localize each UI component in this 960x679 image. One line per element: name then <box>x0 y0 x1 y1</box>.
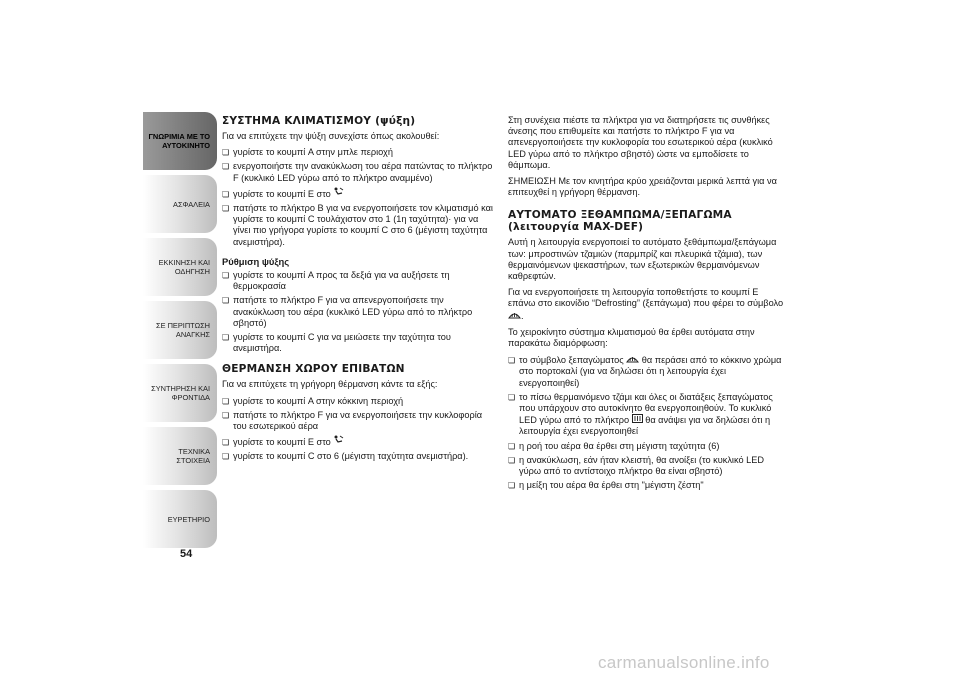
bullet-text: θα ανάψει για να δηλώσει ότι η λειτουργία έχει ενεργοποιηθεί <box>519 415 771 437</box>
paragraph: Αυτή η λειτουργία ενεργοποιεί το αυτόματο ξεθάμπωμα/ξεπάγωμα των: μπροστινών τζαμιών (παρμπρίζ και πλευρικά τζάμια), των θερμαινόμενων ψεκαστήρων, των εξωτερικών θερμαινόμενων καθρεφτών. <box>508 237 777 282</box>
bullet-item <box>222 187 494 200</box>
tab-label: ΓΝΩΡΙΜΙΑ ΜΕ ΤΟ ΑΥΤΟΚΙΝΗΤΟ <box>148 132 210 150</box>
tab-label: ΕΚΚΙΝΗΣΗ ΚΑΙ ΟΔΗΓΗΣΗ <box>158 258 210 276</box>
tab-safety[interactable] <box>143 175 217 233</box>
heading-auto-defrost: ΑΥΤΟΜΑΤΟ ΞΕΘΑΜΠΩΜΑ/ΞΕΠΑΓΩΜΑ (λειτουργία MAX-DEF) <box>508 209 732 234</box>
bullet-text: γυρίστε το κουμπί E στο <box>233 437 331 448</box>
paragraph-text: Για να ενεργοποιήσετε τη λειτουργία τοποθετήστε το κουμπί E επάνω στο εικονίδιο “Defrosting” (ξεπάγωμα) που φέρει το σύμβολο <box>508 287 784 309</box>
chapter-tabs <box>143 112 217 553</box>
tab-label: ΣΥΝΤΗΡΗΣΗ ΚΑΙ ΦΡΟΝΤΙΔΑ <box>151 384 210 402</box>
subheading-cooling-adjust: Ρύθμιση ψύξης <box>222 255 290 267</box>
face-vent-icon <box>333 187 344 197</box>
paragraph: Για να ενεργοποιήσετε τη λειτουργία τοποθετήστε το κουμπί E επάνω στο εικονίδιο “Defrosting” (ξεπάγωμα) που φέρει το σύμβολο . <box>508 287 784 321</box>
bullet-item <box>222 435 494 448</box>
bullet-text: το σύμβολο ξεπαγώματος <box>519 355 624 366</box>
page-number: 54 <box>180 548 193 560</box>
watermark: carmanualsonline.info <box>598 653 770 672</box>
tab-label: ΣΕ ΠΕΡΙΠΤΩΣΗ ΑΝΑΓΚΗΣ <box>156 321 210 339</box>
bullet-text: το πίσω θερμαινόμενο τζάμι και όλες οι διατάξεις ξεπαγώματος που υπάρχουν στο αυτοκίνητο θα ενεργοποιηθούν. Το κυκλικό LED γύρω από το πλήκτρο <box>519 391 773 426</box>
windshield-defrost-icon <box>508 310 521 319</box>
paragraph: Για να επιτύχετε την ψύξη συνεχίστε όπως ακολουθεί: <box>222 131 440 141</box>
note-paragraph: ΣΗΜΕΙΩΣΗ Με τον κινητήρα κρύο χρειάζονται μερικά λεπτά για να επιτευχθεί η γρήγορη θέρμανση. <box>508 176 777 198</box>
paragraph: Το χειροκίνητο σύστημα κλιματισμού θα έρθει αυτόματα στην παρακάτω διαμόρφωση: <box>508 326 755 349</box>
tab-starting-driving[interactable] <box>143 238 217 296</box>
bullet-item <box>508 354 784 389</box>
bullet-item: ❏ γυρίστε το κουμπί A στην μπλε περιοχή <box>222 147 494 158</box>
windshield-defrost-icon <box>626 354 639 363</box>
bullet-item: ❏ γυρίστε το κουμπί A προς τα δεξιά για να αυξήσετε τη θερμοκρασία <box>222 270 494 292</box>
bullet-item: ❏ η μείξη του αέρα θα έρθει στη "μέγιστη ζέστη" <box>508 480 784 491</box>
face-vent-icon <box>333 435 344 445</box>
bullet-item: ❏ η ανακύκλωση, εάν ήταν κλειστή, θα ανοίξει (το κυκλικό LED γύρω από το αντίστοιχο πλήκτρο θα είναι σβηστό) <box>508 455 784 477</box>
heading-cooling: ΣΥΣΤΗΜΑ ΚΛΙΜΑΤΙΣΜΟΥ (ψύξη) <box>222 115 416 127</box>
tab-getting-to-know[interactable] <box>143 112 217 170</box>
left-column <box>222 115 494 466</box>
tab-emergency[interactable] <box>143 301 217 359</box>
tab-technical[interactable] <box>143 427 217 485</box>
paragraph: Στη συνέχεια πιέστε τα πλήκτρα για να διατηρήσετε τις συνθήκες άνεσης που επιθυμείτε και πατήστε το πλήκτρο F για να απενεργοποιήσετε την κυκλοφορία του εσωτερικού αέρα (κυκλικό LED γύρω από το πλήκτρο σβηστό) ώστε να εμποδίσετε το θάμπωμα. <box>508 115 773 170</box>
bullet-text: θα περάσει από το κόκκινο χρώμα στο πορτοκαλί (για να δηλώσει ότι η λειτουργία έχει ενεργοποιηθεί) <box>519 355 782 388</box>
tab-maintenance[interactable] <box>143 364 217 422</box>
heading-heating: ΘΕΡΜΑΝΣΗ ΧΩΡΟΥ ΕΠΙΒΑΤΩΝ <box>222 363 405 376</box>
rear-window-defrost-icon <box>632 414 643 423</box>
bullet-item: ❏ πατήστε το πλήκτρο B για να ενεργοποιήσετε τον κλιματισμό και γυρίστε το κουμπί C τουλάχιστον στο 1 (1η ταχύτητα)· για να γίνει πιο γρήγορα γυρίστε το κουμπί C στο 6 (μέγιστη ταχύτητα ανεμιστήρα). <box>222 203 494 248</box>
bullet-item <box>508 392 784 438</box>
bullet-item: ❏ πατήστε το πλήκτρο F για να ενεργοποιήσετε την κυκλοφορία του εσωτερικού αέρα <box>222 410 494 432</box>
bullet-item: ❏ γυρίστε το κουμπί A στην κόκκινη περιοχή <box>222 396 494 407</box>
right-column <box>508 115 784 494</box>
bullet-item: ❏ η ροή του αέρα θα έρθει στη μέγιστη ταχύτητα (6) <box>508 441 784 452</box>
tab-label: ΕΥΡΕΤΗΡΙΟ <box>167 514 210 524</box>
tab-label: ΤΕΧΝΙΚΑ ΣΤΟΙΧΕΙΑ <box>176 447 210 465</box>
tab-label: ΑΣΦΑΛΕΙΑ <box>173 199 210 209</box>
bullet-item: ❏ ενεργοποιήστε την ανακύκλωση του αέρα πατώντας το πλήκτρο F (κυκλικό LED γύρω από το πλήκτρο αναμμένο) <box>222 161 494 183</box>
bullet-text: γυρίστε το κουμπί E στο <box>233 188 331 199</box>
paragraph: Για να επιτύχετε τη γρήγορη θέρμανση κάντε τα εξής: <box>222 379 438 390</box>
bullet-item: ❏ πατήστε το πλήκτρο F για να απενεργοποιήσετε την ανακύκλωση του αέρα (κυκλικό LED γύρω από το πλήκτρο σβηστό) <box>222 295 494 329</box>
bullet-item: ❏ γυρίστε το κουμπί C στο 6 (μέγιστη ταχύτητα ανεμιστήρα). <box>222 451 494 462</box>
tab-index[interactable] <box>143 490 217 548</box>
bullet-item: ❏ γυρίστε το κουμπί C για να μειώσετε την ταχύτητα του ανεμιστήρα. <box>222 332 494 354</box>
